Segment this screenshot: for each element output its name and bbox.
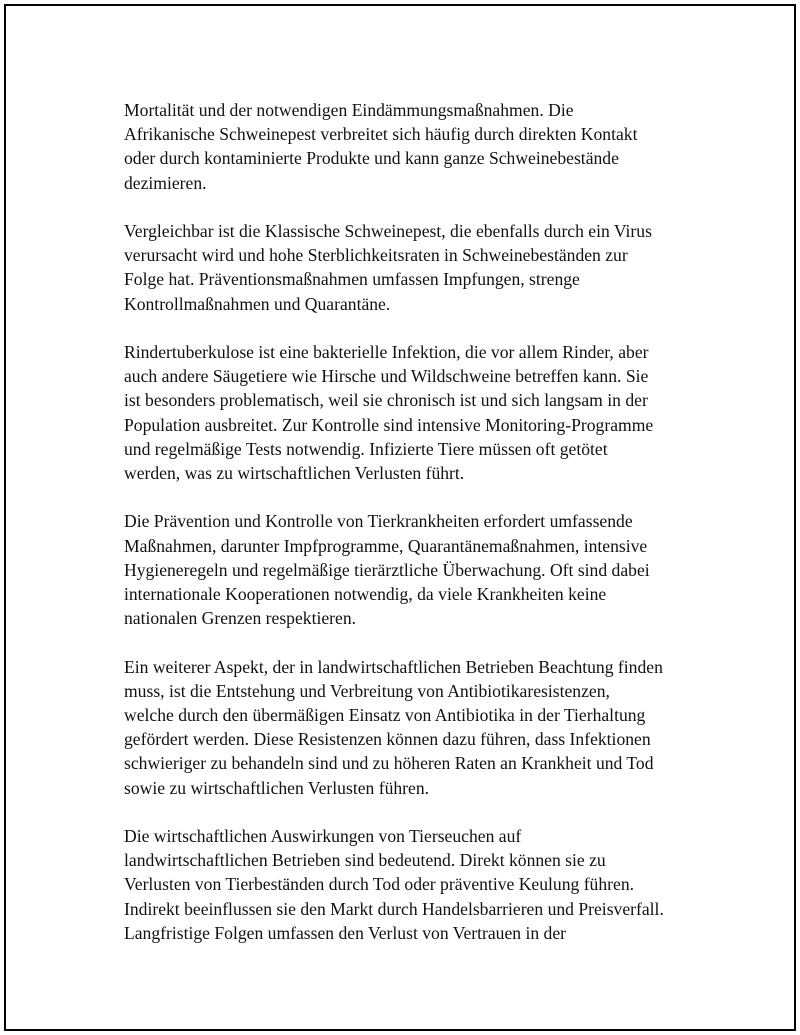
paragraph (124, 509, 704, 630)
text-line: Die wirtschaftlichen Auswirkungen von Tierseuchen auf (124, 826, 522, 847)
text-line: Verlusten von Tierbeständen durch Tod oder präventive Keulung führen. (124, 874, 635, 895)
text-line: muss, ist die Entstehung und Verbreitung von Antibiotikaresistenzen, (124, 680, 610, 701)
document-body (124, 98, 704, 969)
text-line: Afrikanische Schweinepest verbreitet sich häufig durch direkten Kontakt (124, 124, 638, 145)
paragraph (124, 824, 704, 945)
text-line: gefördert werden. Diese Resistenzen können dazu führen, dass Infektionen (124, 729, 651, 750)
text-line: Indirekt beeinflussen sie den Markt durch Handelsbarrieren und Preisverfall. (124, 898, 664, 919)
paragraph (124, 98, 704, 195)
text-line: Folge hat. Präventionsmaßnahmen umfassen Impfungen, strenge (124, 269, 580, 290)
text-line: dezimieren. (124, 172, 207, 193)
page-frame (4, 4, 796, 1031)
text-line: Hygieneregeln und regelmäßige tierärztliche Überwachung. Oft sind dabei (124, 559, 650, 580)
paragraph (124, 219, 704, 316)
text-line: werden, was zu wirtschaftlichen Verlusten führt. (124, 463, 465, 484)
text-line: sowie zu wirtschaftlichen Verlusten führen. (124, 777, 430, 798)
text-line: schwieriger zu behandeln sind und zu höheren Raten an Krankheit und Tod (124, 753, 654, 774)
text-line: verursacht wird und hohe Sterblichkeitsraten in Schweinebeständen zur (124, 245, 628, 266)
text-line: Kontrollmaßnahmen und Quarantäne. (124, 293, 391, 314)
text-line: Ein weiterer Aspekt, der in landwirtschaftlichen Betrieben Beachtung finden (124, 656, 663, 677)
paragraph (124, 655, 704, 800)
text-line: Population ausbreitet. Zur Kontrolle sind intensive Monitoring-Programme (124, 414, 654, 435)
text-line: auch andere Säugetiere wie Hirsche und Wildschweine betreffen kann. Sie (124, 366, 649, 387)
paragraph (124, 340, 704, 485)
text-line: nationalen Grenzen respektieren. (124, 608, 357, 629)
text-line: Vergleichbar ist die Klassische Schweinepest, die ebenfalls durch ein Virus (124, 221, 652, 241)
text-line: Rindertuberkulose ist eine bakterielle Infektion, die vor allem Rinder, aber (124, 342, 649, 362)
text-line: internationale Kooperationen notwendig, da viele Krankheiten keine (124, 584, 607, 605)
text-line: Mortalität und der notwendigen Eindämmungsmaßnahmen. Die (124, 100, 574, 120)
text-line: welche durch den übermäßigen Einsatz von Antibiotika in der Tierhaltung (124, 705, 646, 726)
text-line: Maßnahmen, darunter Impfprogramme, Quarantänemaßnahmen, intensive (124, 535, 648, 556)
text-line: Langfristige Folgen umfassen den Verlust von Vertrauen in der (124, 922, 567, 943)
text-line: Die Prävention und Kontrolle von Tierkrankheiten erfordert umfassende (124, 511, 633, 532)
text-line: landwirtschaftlichen Betrieben sind bedeutend. Direkt können sie zu (124, 850, 606, 871)
text-line: ist besonders problematisch, weil sie chronisch ist und sich langsam in der (124, 390, 648, 411)
text-line: oder durch kontaminierte Produkte und kann ganze Schweinebestände (124, 148, 619, 169)
text-line: und regelmäßige Tests notwendig. Infizierte Tiere müssen oft getötet (124, 438, 608, 459)
